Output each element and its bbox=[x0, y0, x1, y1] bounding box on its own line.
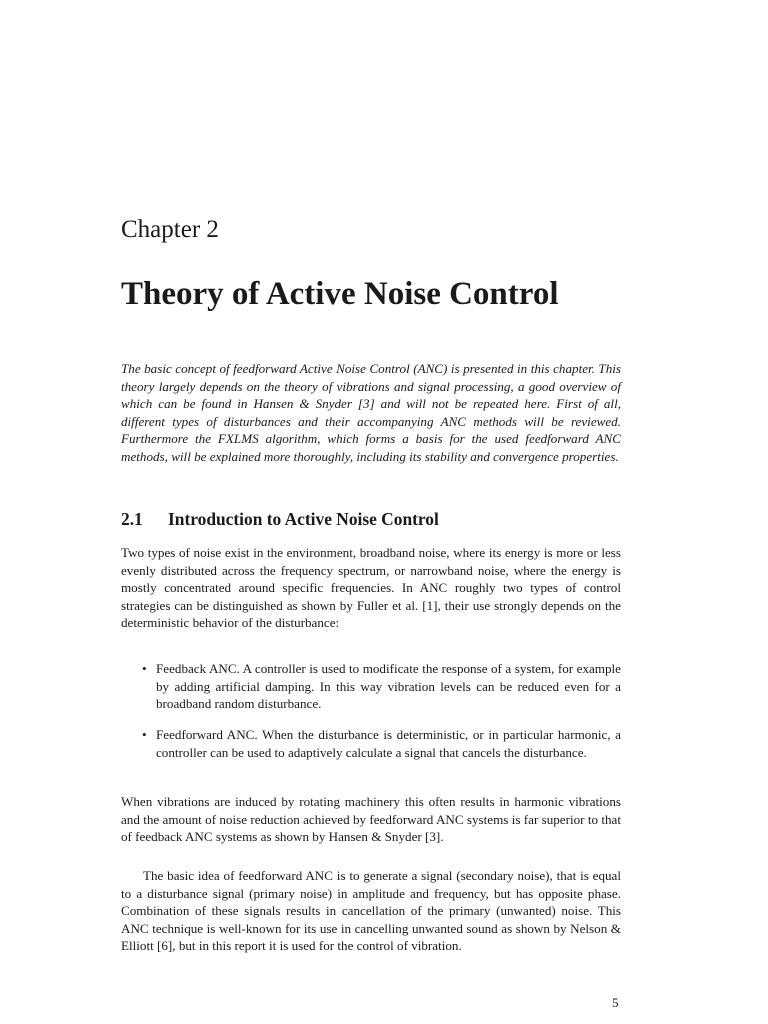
section-number: 2.1 bbox=[121, 509, 143, 529]
body-paragraph-3: The basic idea of feedforward ANC is to generate a signal (secondary noise), that is equal to a disturbance signal (primary noise) in amplitude and frequency, but has opposite phase. Combination of these signals results in cancellation of the primary (unwanted) noise. This ANC technique is well-known for its use in cancelling unwanted sound as shown by Nelson & Elliott [6], but in this report it is used for the control of vibration. bbox=[121, 868, 621, 954]
list-item bbox=[121, 726, 621, 761]
bullet-marker: • bbox=[142, 727, 147, 742]
body-paragraph-1: Two types of noise exist in the environment, broadband noise, where its energy is more or less evenly distributed across the frequency spectrum, or narrowband noise, where the energy is mostly concentrated around specific frequencies. In ANC roughly two types of control strategies can be distinguished as shown by Fuller et al. [1], their use strongly depends on the deterministic behavior of the disturbance: bbox=[121, 545, 621, 631]
page-number: 5 bbox=[612, 995, 619, 1010]
section-heading bbox=[121, 506, 439, 532]
chapter-title: Theory of Active Noise Control bbox=[121, 276, 559, 312]
body-paragraph-2: When vibrations are induced by rotating machinery this often results in harmonic vibrations and the amount of noise reduction achieved by feedforward ANC systems is far superior to that of feedback ANC systems as shown by Hansen & Snyder [3]. bbox=[121, 794, 621, 845]
list-item-text: Feedback ANC. A controller is used to modificate the response of a system, for example by adding artificial damping. In this way vibration levels can be reduced even for a broadband random disturbance. bbox=[156, 661, 621, 712]
chapter-label: Chapter 2 bbox=[121, 216, 219, 243]
section-title: Introduction to Active Noise Control bbox=[168, 509, 439, 529]
bullet-marker: • bbox=[142, 661, 147, 676]
list-item bbox=[121, 660, 621, 713]
list-item-text: Feedforward ANC. When the disturbance is deterministic, or in particular harmonic, a controller can be used to adaptively calculate a signal that cancels the disturbance. bbox=[156, 727, 621, 760]
chapter-abstract: The basic concept of feedforward Active Noise Control (ANC) is presented in this chapter. This theory largely depends on the theory of vibrations and signal processing, a good overview of which can be found in Hansen & Snyder [3] and will not be repeated here. First of all, different types of disturbances and their accompanying ANC methods will be reviewed. Furthermore the FXLMS algorithm, which forms a basis for the used feedforward ANC methods, will be explained more thoroughly, including its stability and convergence properties. bbox=[121, 361, 621, 464]
